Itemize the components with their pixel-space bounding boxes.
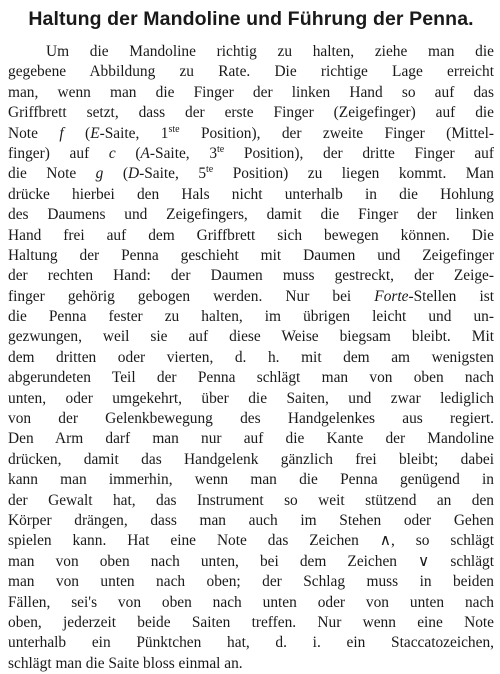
text-segment: -Saite, 5 <box>139 165 207 183</box>
text-line <box>8 164 494 184</box>
text-segment: abgerundeten Teil der Penna schlägt man von oben nach <box>8 369 494 387</box>
text-line <box>8 593 494 613</box>
text-segment: ( <box>63 124 91 142</box>
text-line <box>8 531 494 551</box>
text-segment: Den Arm darf man nur auf die Kante der Mandoline <box>8 430 494 448</box>
italic-text: f <box>59 124 64 142</box>
text-line <box>8 409 494 429</box>
italic-text: Forte <box>374 287 409 305</box>
text-segment: finger) auf <box>8 144 109 162</box>
text-segment: Griffbrett setzt, dass der erste Finger (Zeigefinger) auf die <box>8 104 494 122</box>
text-segment: -Saite, 3 <box>149 144 218 162</box>
text-segment: drücke hierbei den Hals nicht unterhalb in die Hohlung <box>8 185 494 203</box>
text-line <box>8 368 494 388</box>
text-segment: gezwungen, weil sie auf diese Weise biegsam bleibt. Mit <box>8 328 494 346</box>
text-line <box>8 450 494 470</box>
text-segment: finger gehörig gebogen werden. Nur bei <box>8 287 375 305</box>
text-segment: man, wenn man die Finger der linken Hand so auf das <box>8 83 494 101</box>
text-line <box>8 552 494 572</box>
text-segment: Position), der zweite Finger (Mittel- <box>179 124 494 142</box>
text-segment: unterhalb ein Pünktchen hat, d. i. ein Staccatozeichen, <box>8 634 494 652</box>
text-line <box>8 62 494 82</box>
text-line <box>8 83 494 103</box>
superscript: te <box>206 164 214 176</box>
text-segment: schlägt man die Saite bloss einmal an. <box>8 654 243 672</box>
text-segment: man von unten nach oben; der Schlag muss in beiden <box>8 573 494 591</box>
text-line <box>8 226 494 246</box>
text-line <box>8 470 494 490</box>
italic-text: D <box>127 165 140 183</box>
text-segment: Um die Mandoline richtig zu halten, ziehe man die <box>46 43 494 60</box>
text-line <box>8 511 494 531</box>
text-segment: unten, oder umgekehrt, über die Saiten, und zwar lediglich <box>8 389 494 407</box>
text-line <box>8 307 494 327</box>
italic-text: E <box>90 124 100 142</box>
italic-text: g <box>95 165 104 183</box>
body-paragraph <box>8 42 494 674</box>
text-segment: ( <box>103 165 128 183</box>
text-line <box>8 185 494 205</box>
text-line <box>8 613 494 633</box>
text-segment: -Saite, 1 <box>99 124 169 142</box>
text-segment: drücken, damit das Handgelenk gänzlich frei bleibt; dabei <box>8 450 494 468</box>
text-line <box>8 124 494 144</box>
text-segment: Fällen, sei's von oben nach unten oder von unten nach <box>8 593 494 611</box>
text-line <box>8 266 494 286</box>
text-line <box>8 205 494 225</box>
text-segment: Körper drängen, dass man auch im Stehen oder Gehen <box>8 511 494 529</box>
superscript: te <box>217 143 225 155</box>
text-segment: Position), der dritte Finger auf <box>224 144 494 162</box>
text-segment: man von oben nach unten, bei dem Zeichen ∨ schlägt <box>8 552 494 570</box>
text-line <box>8 491 494 511</box>
text-segment: ( <box>115 144 141 162</box>
text-segment: die Penna fester zu halten, im übrigen leicht und un- <box>8 308 494 326</box>
text-segment: von der Gelenkbewegung des Handgelenkes aus regiert. <box>8 410 494 428</box>
text-segment: des Daumens und Zeigefingers, damit die Finger der linken <box>8 206 494 224</box>
text-line <box>8 287 494 307</box>
text-segment: gegebene Abbildung zu Rate. Die richtige Lage erreicht <box>8 63 494 81</box>
text-line <box>8 429 494 449</box>
page-title: Haltung der Mandoline und Führung der Penna. <box>28 8 474 30</box>
text-segment: Hand frei auf dem Griffbrett sich bewegen können. Die <box>8 226 494 244</box>
text-segment: Position) zu liegen kommt. Man <box>213 165 494 183</box>
text-segment: kann man immerhin, wenn man die Penna genügend in <box>8 471 494 489</box>
text-line <box>8 572 494 592</box>
superscript: ste <box>168 123 180 135</box>
text-segment: -Stellen ist <box>408 287 494 305</box>
text-line <box>8 389 494 409</box>
text-segment: spielen kann. Hat eine Note das Zeichen ∧, so schlägt <box>8 532 494 550</box>
text-segment: Haltung der Penna geschieht mit Daumen und Zeigefinger <box>8 246 494 264</box>
text-segment: dem dritten oder vierten, d. h. mit dem am wenigsten <box>8 348 494 366</box>
italic-text: A <box>140 144 150 162</box>
text-segment: die Note <box>8 165 96 183</box>
text-line <box>8 42 494 62</box>
text-line <box>8 144 494 164</box>
text-segment: der Gewalt hat, das Instrument so weit stützend an den <box>8 491 494 509</box>
text-line <box>8 348 494 368</box>
page <box>8 6 494 674</box>
italic-text: c <box>108 144 116 162</box>
text-line <box>8 327 494 347</box>
text-segment: Note <box>8 124 60 142</box>
text-line <box>8 246 494 266</box>
text-segment: der rechten Hand: der Daumen muss gestreckt, der Zeige- <box>8 267 494 285</box>
text-segment: oben, jederzeit beide Saiten treffen. Nur wenn eine Note <box>8 613 494 631</box>
text-line <box>8 633 494 653</box>
text-line <box>8 103 494 123</box>
